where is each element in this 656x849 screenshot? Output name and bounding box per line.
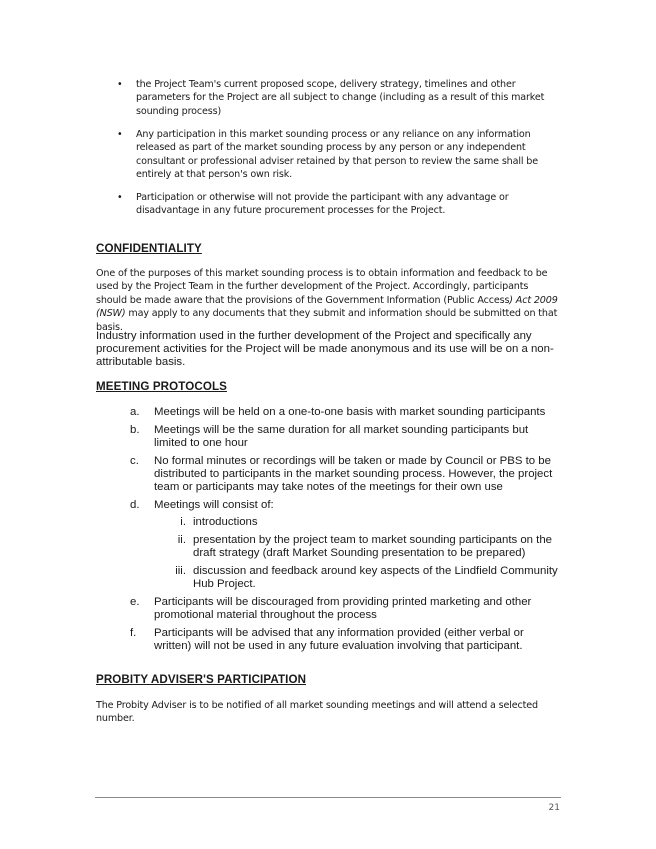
industry-information-paragraph: Industry information used in the further development of the Project and specifically any procurement activities for the Project will be made anonymous and its use will be on a non-attributable basis. bbox=[96, 330, 554, 369]
list-marker: iii. bbox=[175, 565, 186, 577]
list-item-text: presentation by the project team to market sounding participants on the draft strategy (draft Market Sounding presentation to be prepared) bbox=[193, 534, 553, 560]
list-marker: b. bbox=[130, 423, 140, 436]
bullet-text: Participation or otherwise will not provide the participant with any advantage or disadvantage in any future procurement processes for the Project. bbox=[136, 191, 509, 217]
list-item bbox=[130, 455, 560, 495]
meeting-agenda-sublist bbox=[154, 516, 560, 591]
probity-adviser-paragraph: The Probity Adviser is to be notified of all market sounding meetings and will attend a selected number. bbox=[96, 700, 538, 725]
confidentiality-text-end: may apply to any documents that they submit and information should be submitted on that basis. bbox=[96, 308, 558, 333]
scope-bullet-list bbox=[118, 78, 558, 227]
list-item-text: introductions bbox=[193, 516, 258, 529]
list-marker: f. bbox=[130, 627, 137, 639]
list-item bbox=[118, 191, 558, 218]
list-item-text: Participants will be discouraged from providing printed marketing and other promotional material throughout the process bbox=[154, 596, 532, 622]
list-item-text: discussion and feedback around key aspects of the Lindfield Community Hub Project. bbox=[193, 565, 558, 591]
probity-adviser-heading: PROBITY ADVISER'S PARTICIPATION bbox=[96, 673, 307, 686]
list-marker: c. bbox=[130, 454, 139, 467]
list-marker: d. bbox=[130, 499, 140, 511]
list-item bbox=[118, 78, 558, 118]
list-marker: e. bbox=[130, 596, 140, 608]
list-item-text: Meetings will be the same duration for all market sounding participants but limited to one hour bbox=[154, 423, 529, 449]
page-number: 21 bbox=[548, 803, 560, 813]
confidentiality-heading: CONFIDENTIALITY bbox=[96, 242, 202, 255]
meeting-protocols-heading: MEETING PROTOCOLS bbox=[96, 380, 227, 393]
list-item bbox=[130, 596, 560, 622]
list-item-text: Meetings will be held on a one-to-one basis with market sounding participants bbox=[154, 406, 546, 418]
bullet-icon: • bbox=[117, 191, 123, 203]
meeting-protocols-list bbox=[130, 406, 560, 658]
list-item bbox=[154, 534, 560, 560]
bullet-icon: • bbox=[117, 79, 123, 90]
list-marker: ii. bbox=[177, 534, 186, 546]
confidentiality-act-title: ) Act 2009 (NSW) bbox=[96, 294, 558, 320]
confidentiality-text-start: One of the purposes of this market sounding process is to obtain information and feedback to be used by the Project Team in the further development of the Project. Accordingly, participants should be made aware that the provisions of the Government Information (Public Access bbox=[96, 268, 548, 306]
bullet-text: Any participation in this market sounding process or any reliance on any information released as part of the market sounding process by any person or any independent consultant or professional adviser retained by that person to review the same shall be entirely at that person's own risk. bbox=[136, 128, 538, 180]
list-item bbox=[130, 627, 560, 653]
list-marker: i. bbox=[180, 516, 186, 529]
list-item bbox=[118, 128, 558, 182]
list-marker: a. bbox=[130, 406, 140, 418]
footer-divider bbox=[95, 797, 561, 798]
list-item bbox=[130, 406, 560, 419]
list-item-text: No formal minutes or recordings will be taken or made by Council or PBS to be distributed to participants in the market sounding process. However, the project team or participants may take notes of the meetings for their own use bbox=[154, 454, 553, 494]
list-item bbox=[130, 499, 560, 591]
list-item-text: Meetings will consist of: bbox=[154, 499, 274, 511]
bullet-icon: • bbox=[117, 128, 123, 140]
list-item bbox=[130, 424, 560, 450]
list-item bbox=[154, 516, 560, 529]
bullet-text: the Project Team's current proposed scope, delivery strategy, timelines and other parameters for the Project are all subject to change (including as a result of this market sounding process) bbox=[136, 79, 545, 117]
confidentiality-paragraph bbox=[96, 267, 560, 334]
list-item bbox=[154, 565, 560, 591]
list-item-text: Participants will be advised that any information provided (either verbal or written) will not be used in any future evaluation involving that participant. bbox=[154, 627, 524, 653]
